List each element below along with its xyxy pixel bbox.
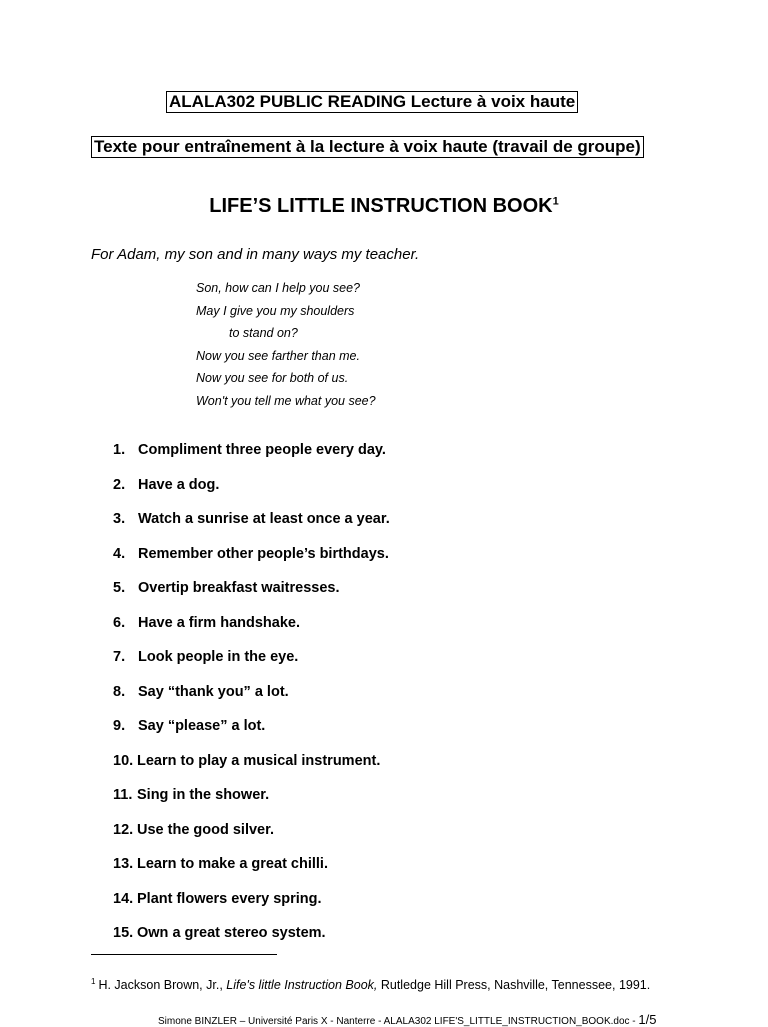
item-text: Say “thank you” a lot. (138, 683, 289, 700)
footnote-mark: 1 (91, 976, 96, 986)
item-number: 5. (113, 580, 126, 596)
item-text: Use the good silver. (137, 821, 274, 838)
page-title (0, 195, 768, 218)
list-item (113, 646, 390, 681)
list-item (113, 750, 390, 785)
footnote-author: H. Jackson Brown, Jr., (98, 978, 223, 992)
list-item (113, 922, 390, 957)
list-item (113, 439, 390, 474)
item-text: Learn to play a musical instrument. (137, 752, 381, 769)
footer-text: Simone BINZLER – Université Paris X - Nanterre - ALALA302 LIFE'S_LITTLE_INSTRUCTION_BOOK.doc - (158, 1016, 636, 1027)
poem-line: Now you see farther than me. (196, 348, 360, 363)
list-item (113, 784, 390, 819)
poem-line: Son, how can I help you see? (196, 281, 361, 295)
title-text: LIFE’S LITTLE INSTRUCTION BOOK (209, 195, 553, 217)
item-text: Remember other people’s birthdays. (138, 545, 389, 562)
footnote-publisher: Rutledge Hill Press, Nashville, Tennessee, 1991. (380, 978, 651, 992)
item-number: 9. (113, 718, 126, 734)
poem-line: Won't you tell me what you see? (196, 393, 376, 408)
item-text: Plant flowers every spring. (137, 890, 322, 907)
list-item (113, 715, 390, 750)
instruction-list (113, 439, 390, 957)
item-number: 11. (113, 787, 133, 803)
footnote-separator (91, 954, 277, 955)
item-number: 12. (113, 821, 134, 838)
item-text: Have a firm handshake. (138, 614, 300, 631)
item-number: 1. (113, 442, 126, 458)
item-text: Have a dog. (138, 476, 220, 493)
item-text: Overtip breakfast waitresses. (138, 580, 340, 596)
exercise-header: Texte pour entraînement à la lecture à voix haute (travail de groupe) (91, 136, 644, 158)
list-item (113, 888, 390, 923)
poem-line: Now you see for both of us. (196, 371, 349, 385)
item-number: 6. (113, 614, 126, 631)
item-text: Look people in the eye. (138, 649, 299, 665)
item-number: 8. (113, 683, 126, 700)
course-header: ALALA302 PUBLIC READING Lecture à voix haute (166, 91, 578, 113)
list-item (113, 819, 390, 854)
item-text: Watch a sunrise at least once a year. (138, 511, 390, 527)
item-number: 2. (113, 476, 126, 493)
list-item (113, 508, 390, 543)
list-item (113, 577, 390, 612)
poem-line: May I give you my shoulders (196, 303, 355, 318)
poem-line: to stand on? (229, 326, 298, 340)
item-number: 4. (113, 545, 126, 562)
item-number: 15. (113, 925, 134, 941)
item-text: Compliment three people every day. (138, 442, 386, 458)
list-item (113, 681, 390, 716)
list-item (113, 853, 390, 888)
item-text: Say “please” a lot. (138, 718, 266, 734)
list-item (113, 612, 390, 647)
poem (196, 279, 376, 414)
item-number: 13. (113, 856, 134, 872)
item-number: 14. (113, 890, 134, 907)
item-text: Learn to make a great chilli. (137, 856, 328, 872)
item-number: 3. (113, 511, 126, 527)
page-number: 1/5 (638, 1012, 657, 1027)
item-text: Own a great stereo system. (137, 925, 326, 941)
footnote-book-title: Life's little Instruction Book, (226, 978, 378, 992)
list-item (113, 474, 390, 509)
page-footer (158, 1012, 657, 1027)
dedication: For Adam, my son and in many ways my teacher. (91, 246, 420, 263)
item-number: 10. (113, 752, 134, 769)
item-number: 7. (113, 649, 126, 665)
item-text: Sing in the shower. (137, 787, 270, 803)
footnote (91, 978, 650, 992)
title-footnote-mark: 1 (552, 195, 559, 208)
list-item (113, 543, 390, 578)
